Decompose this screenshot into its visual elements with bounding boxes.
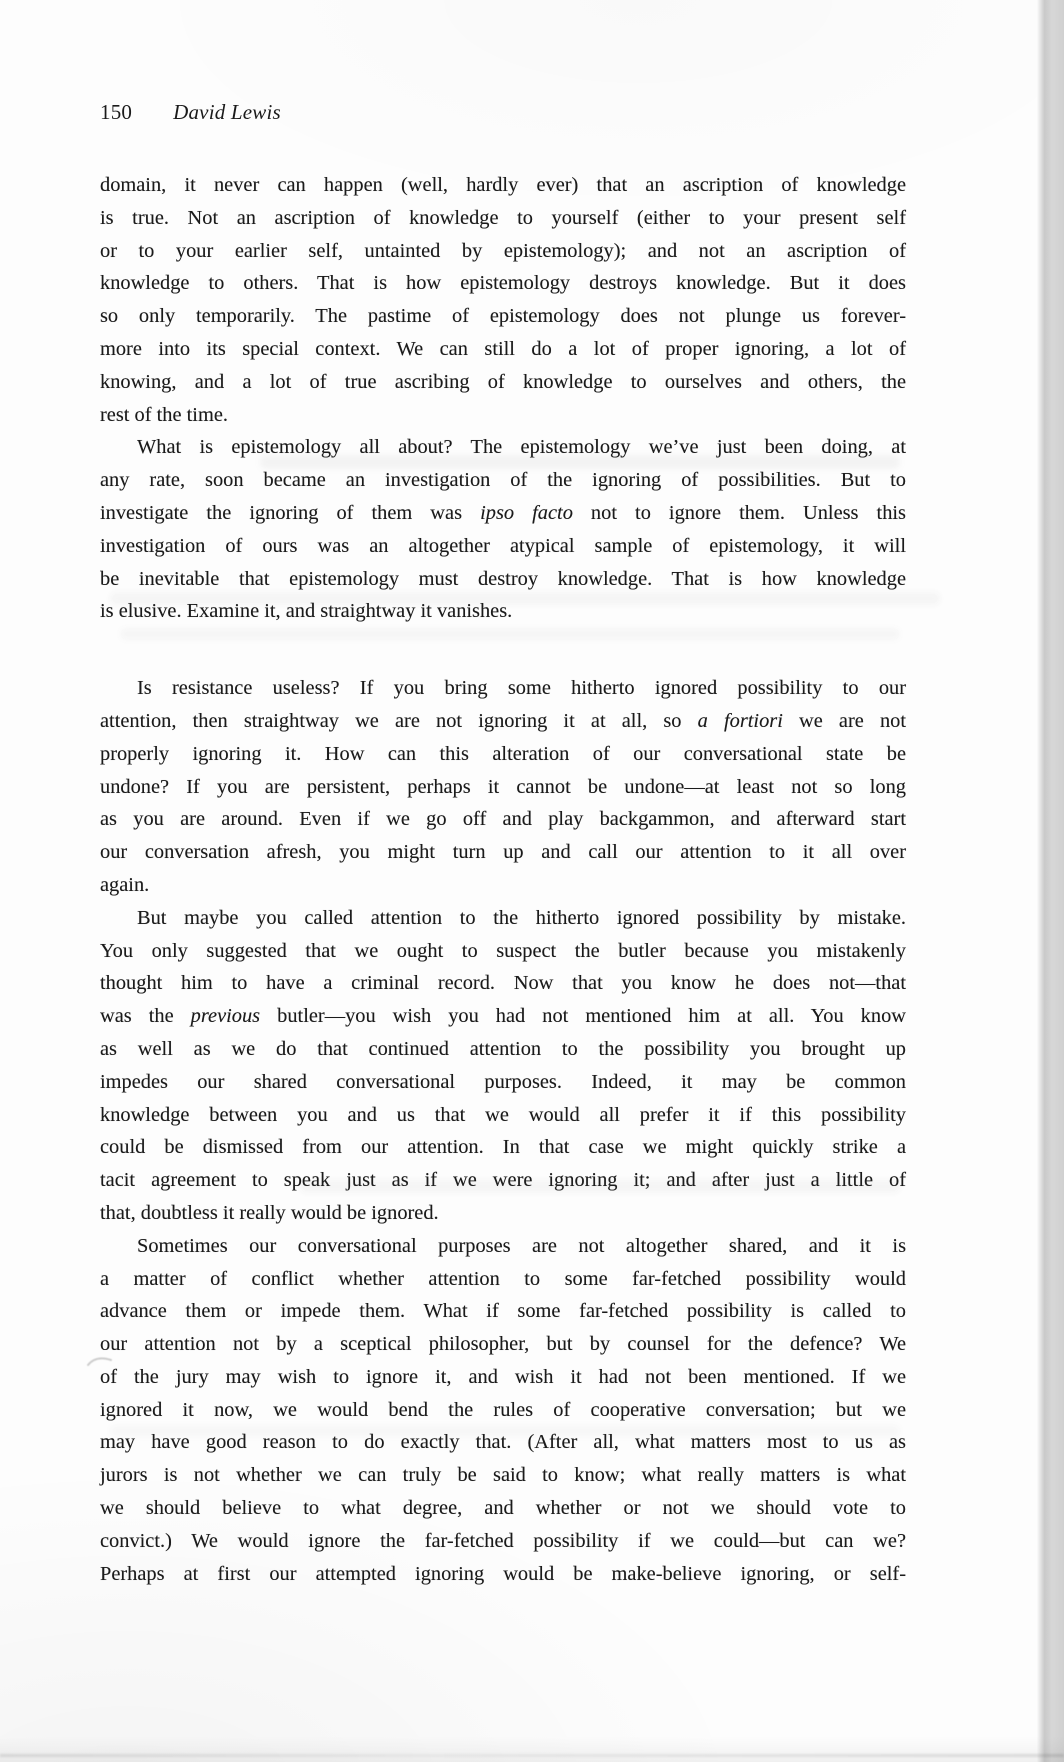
text-line: as well as we do that continued attention to the possibility you brought up: [100, 1037, 906, 1060]
text-line: advance them or impede them. What if some far-fetched possibility is called to: [100, 1300, 906, 1323]
text-line: domain, it never can happen (well, hardly ever) that an ascription of knowledge: [100, 174, 906, 196]
bottom-edge-shade: [0, 1736, 1064, 1762]
text-line: investigation of ours was an altogether atypical sample of epistemology, it will: [100, 534, 906, 557]
text-line: again.: [100, 873, 150, 896]
text-line: knowing, and a lot of true ascribing of knowledge to ourselves and others, the: [100, 370, 906, 393]
text-line: could be dismissed from our attention. In that case we might quickly strike a: [100, 1136, 906, 1159]
text-line: our conversation afresh, you might turn up and call our attention to it all over: [100, 841, 906, 864]
text-line: so only temporarily. The pastime of epistemology does not plunge us forever-: [100, 305, 906, 328]
text-line: tacit agreement to speak just as if we were ignoring it; and after just a little of: [100, 1169, 906, 1192]
paragraph: [100, 431, 906, 628]
text-line: or to your earlier self, untainted by epistemology); and not an ascription of: [100, 239, 906, 262]
text-line: was the previous butler—you wish you had not mentioned him at all. You know: [100, 1005, 906, 1028]
paragraph: [100, 1230, 906, 1591]
text-line: Is resistance useless? If you bring some hitherto ignored possibility to our: [137, 677, 906, 700]
text-line: rest of the time.: [100, 403, 228, 426]
body-text: [100, 169, 906, 1590]
text-line: investigate the ignoring of them was ipso facto not to ignore them. Unless this: [100, 501, 906, 524]
text-line: properly ignoring it. How can this alteration of our conversational state be: [100, 742, 906, 765]
page-number: 150: [100, 100, 133, 124]
text-line: You only suggested that we ought to suspect the butler because you mistakenly: [100, 939, 906, 962]
text-line: What is epistemology all about? The epistemology we’ve just been doing, at: [137, 436, 906, 459]
page-edge-shadow: [1037, 0, 1064, 1762]
text-line: But maybe you called attention to the hitherto ignored possibility by mistake.: [137, 906, 906, 929]
paragraph: [100, 902, 906, 1230]
text-line: convict.) We would ignore the far-fetched possibility if we could—but can we?: [100, 1529, 906, 1552]
text-line: a matter of conflict whether attention to some far-fetched possibility would: [100, 1267, 906, 1290]
pencil-mark: [86, 1352, 114, 1370]
text-line: attention, then straightway we are not ignoring it at all, so a fortiori we are not: [100, 709, 907, 732]
text-line: may have good reason to do exactly that. (After all, what matters most to us as: [100, 1431, 906, 1454]
paragraph: [100, 169, 906, 431]
author-name: David Lewis: [173, 100, 281, 124]
text-line: that, doubtless it really would be ignored.: [100, 1201, 439, 1224]
text-line: Perhaps at first our attempted ignoring would be make-believe ignoring, or self-: [100, 1562, 906, 1585]
text-line: impedes our shared conversational purposes. Indeed, it may be common: [100, 1070, 906, 1093]
text-line: be inevitable that epistemology must destroy knowledge. That is how knowledge: [100, 567, 906, 590]
text-line: more into its special context. We can still do a lot of proper ignoring, a lot of: [100, 337, 906, 360]
text-line: our attention not by a sceptical philosopher, but by counsel for the defence? We: [100, 1333, 906, 1356]
text-line: knowledge to others. That is how epistemology destroys knowledge. But it does: [100, 272, 906, 295]
text-line: knowledge between you and us that we would all prefer it if this possibility: [100, 1103, 906, 1126]
text-line: undone? If you are persistent, perhaps it cannot be undone—at least not so long: [100, 775, 906, 798]
text-line: of the jury may wish to ignore it, and wish it had not been mentioned. If we: [100, 1365, 906, 1388]
text-line: is elusive. Examine it, and straightway it vanishes.: [100, 600, 513, 623]
text-line: we should believe to what degree, and whether or not we should vote to: [100, 1497, 906, 1520]
text-line: is true. Not an ascription of knowledge to yourself (either to your present self: [100, 206, 906, 229]
text-line: thought him to have a criminal record. Now that you know he does not—that: [100, 972, 906, 995]
text-line: Sometimes our conversational purposes are not altogether shared, and it is: [137, 1234, 906, 1257]
paragraph: [100, 672, 906, 902]
text-line: any rate, soon became an investigation of the ignoring of possibilities. But to: [100, 469, 906, 492]
text-line: jurors is not whether we can truly be said to know; what really matters is what: [100, 1464, 906, 1487]
text-line: ignored it now, we would bend the rules of cooperative conversation; but we: [100, 1398, 906, 1421]
text-line: as you are around. Even if we go off and play backgammon, and afterward start: [100, 808, 906, 831]
page-header: [100, 100, 281, 125]
bottom-scan-line: [0, 1754, 1064, 1757]
